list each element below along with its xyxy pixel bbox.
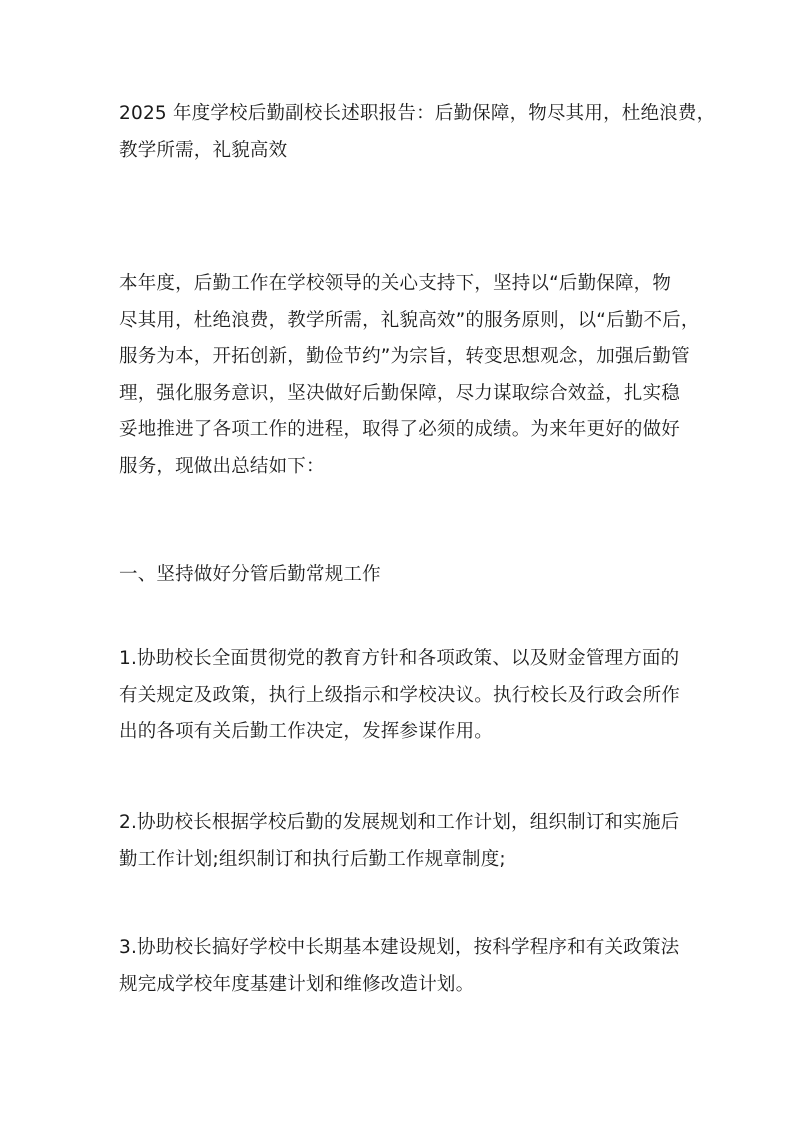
intro-line-1: 本年度，后勤工作在学校领导的关心支持下，坚持以“后勤保障，物: [119, 273, 672, 294]
list-item-3: [119, 930, 681, 1003]
item-1-line-2: 有关规定及政策，执行上级指示和学校决议。执行校长及行政会所作: [119, 684, 681, 706]
intro-line-6: 服务，现做出总结如下：: [119, 455, 325, 477]
intro-line-4: 理，强化服务意识，坚决做好后勤保障，尽力谋取综合效益，扎实稳: [119, 382, 681, 404]
intro-paragraph: [119, 266, 700, 485]
section-heading-text: 一、坚持做好分管后勤常规工作: [119, 564, 381, 585]
intro-line-2: 尽其用，杜绝浪费，教学所需，礼貌高效”的服务原则，以“后勤不后，: [119, 309, 700, 331]
item-2-line-1: 2.协助校长根据学校后勤的发展规划和工作计划，组织制订和实施后: [119, 812, 680, 833]
item-1-line-1: 1.协助校长全面贯彻党的教育方针和各项政策、以及财金管理方面的: [119, 648, 680, 669]
intro-line-3: 服务为本，开拓创新，勤俭节约”为宗旨，转变思想观念，加强后勤管: [119, 346, 690, 367]
intro-line-5: 妥地推进了各项工作的进程，取得了必须的成绩。为来年更好的做好: [119, 419, 681, 440]
title-line-1: 2025 年度学校后勤副校长述职报告：后勤保障，物尽其用，杜绝浪费，: [119, 103, 716, 124]
item-3-line-2: 规完成学校年度基建计划和维修改造计划。: [119, 973, 475, 995]
list-item-1: [119, 641, 681, 751]
title-line-2: 教学所需，礼貌高效: [119, 139, 288, 161]
item-3-line-1: 3.协助校长搞好学校中长期基本建设规划，按科学程序和有关政策法: [119, 937, 680, 958]
document-title: [119, 96, 716, 169]
item-2-line-2: 勤工作计划;组织制订和执行后勤工作规章制度;: [119, 848, 506, 870]
item-1-line-3: 出的各项有关后勤工作决定，发挥参谋作用。: [119, 721, 494, 742]
list-item-2: [119, 805, 681, 878]
section-1-heading: [119, 557, 681, 594]
